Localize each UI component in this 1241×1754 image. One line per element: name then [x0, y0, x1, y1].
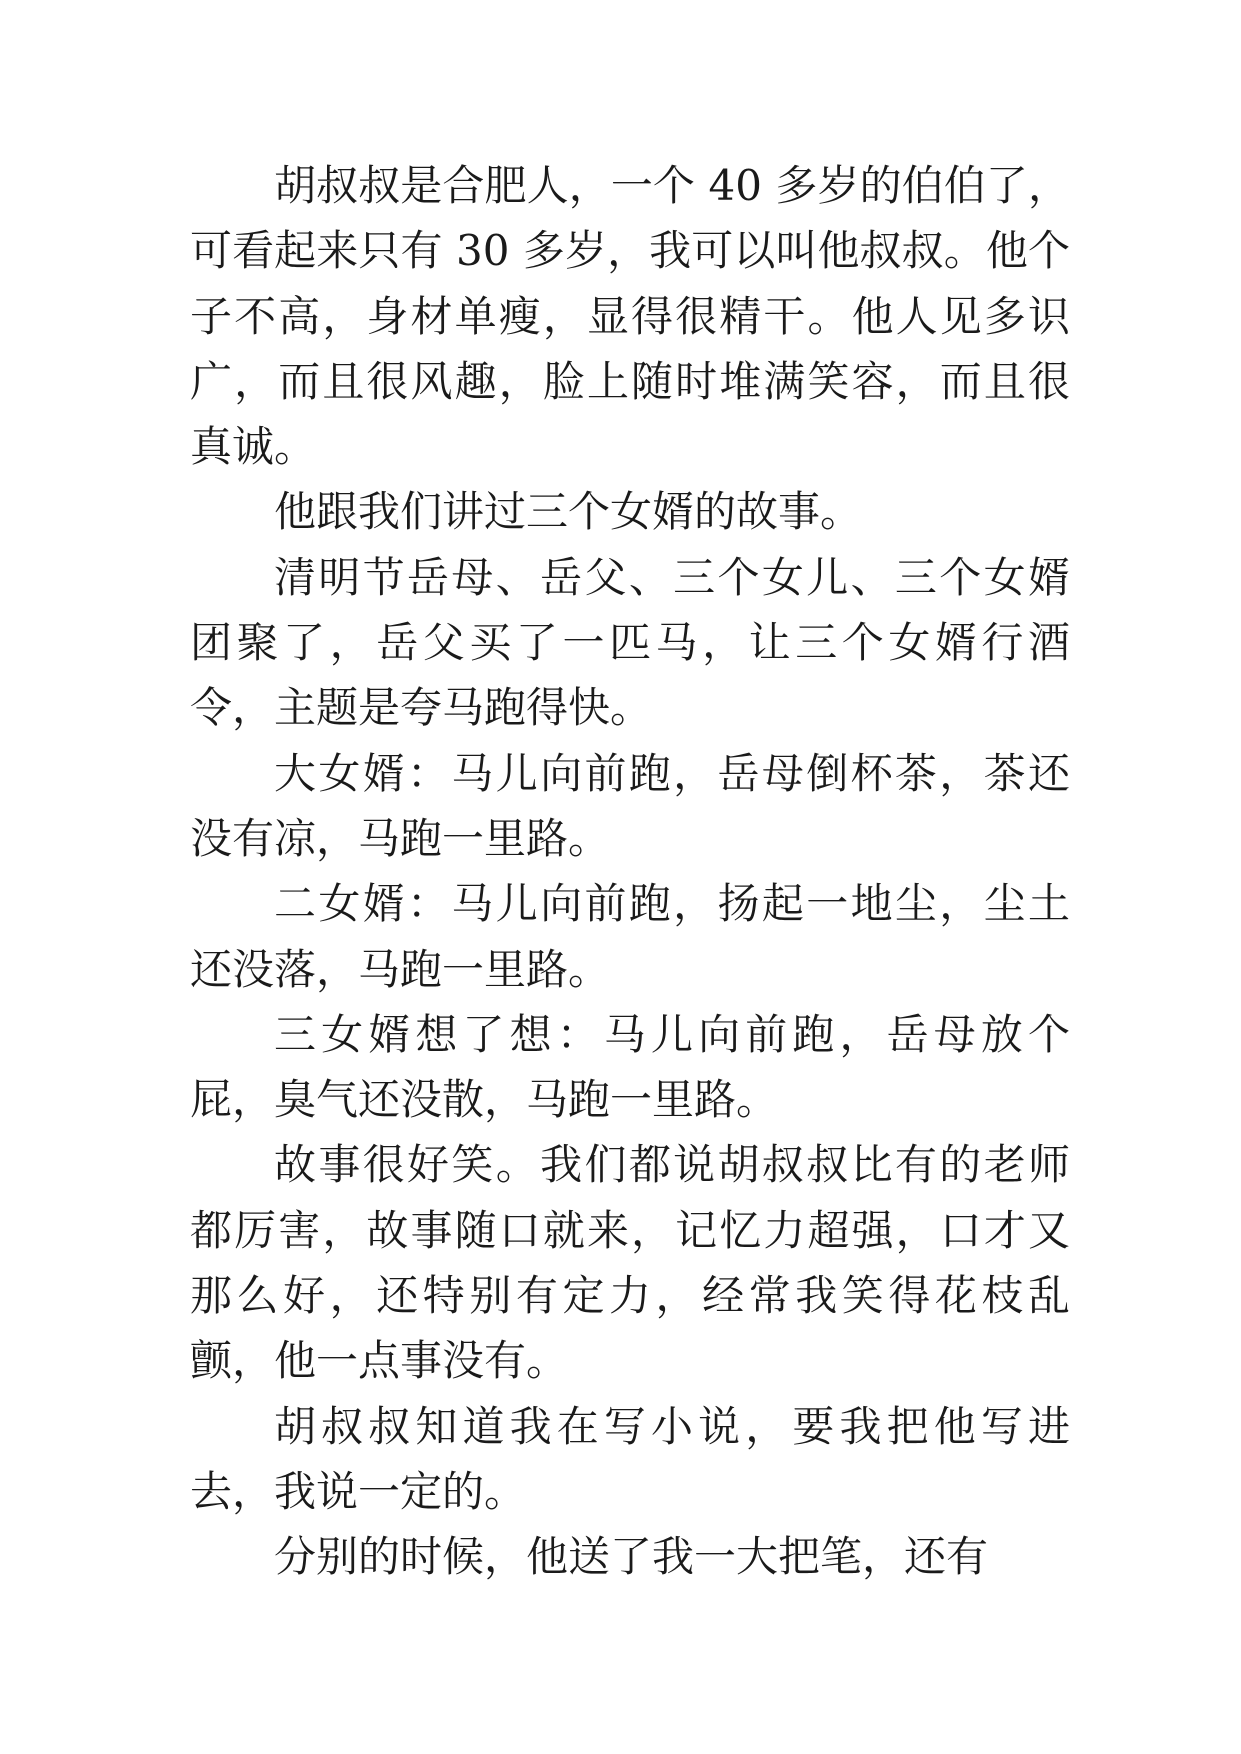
paragraph: 清明节岳母、岳父、三个女儿、三个女婿团聚了，岳父买了一匹马，让三个女婿行酒令，主题是夸马跑得快。: [190, 552, 1070, 733]
paragraph: 胡叔叔知道我在写小说，要我把他写进去，我说一定的。: [190, 1401, 1070, 1516]
paragraph: 胡叔叔是合肥人，一个 40 多岁的伯伯了，可看起来只有 30 多岁，我可以叫他叔叔。他个子不高，身材单瘦，显得很精干。他人见多识广，而且很风趣，脸上随时堆满笑容，而且很真诚。: [190, 161, 1070, 472]
paragraph: 大女婿：马儿向前跑，岳母倒杯茶，茶还没有凉，马跑一里路。: [190, 748, 1070, 863]
paragraph: 三女婿想了想：马儿向前跑，岳母放个屁，臭气还没散，马跑一里路。: [190, 1009, 1070, 1125]
body-text: [190, 153, 1070, 1590]
paragraph: 他跟我们讲过三个女婿的故事。: [274, 487, 863, 537]
paragraph: 故事很好笑。我们都说胡叔叔比有的老师都厉害，故事随口就来，记忆力超强，口才又那么好，还特别有定力，经常我笑得花枝乱颤，他一点事没有。: [190, 1140, 1070, 1386]
paragraph: 分别的时候，他送了我一大把笔，还有: [274, 1532, 989, 1582]
paragraph: 二女婿：马儿向前跑，扬起一地尘，尘土还没落，马跑一里路。: [190, 879, 1070, 994]
